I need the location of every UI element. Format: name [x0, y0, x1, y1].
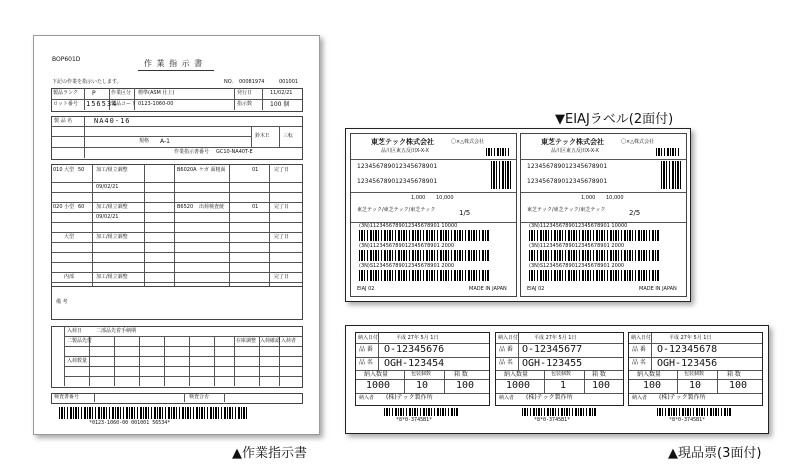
eiaj2-made: MADE IN JAPAN: [639, 286, 677, 292]
proc4-work: 加工/組立調整: [96, 274, 128, 280]
eiaj1-made: MADE IN JAPAN: [469, 286, 507, 292]
spec-value: A-1: [160, 138, 170, 145]
eiaj1-qty: 1,000: [411, 195, 426, 201]
spec-label: 規格: [139, 138, 150, 144]
genpin3-name: OGH-123456: [657, 358, 718, 369]
eiaj2-addr: 品川区東五反田X-X-X: [551, 148, 599, 154]
proc3-work: 加工/組立調整: [96, 234, 128, 240]
eiaj2-bar3-text: (3N)S123456789012345678901 2000: [529, 263, 625, 269]
eiaj1-bar1: [359, 230, 489, 241]
row1-label: 製品ランク: [53, 90, 78, 96]
genpin3-barcode-text: *8*0-3745B1*: [669, 417, 706, 423]
proc1-end: 完了日: [274, 167, 290, 173]
eiaj2-bar2-text: (3N)1123456789012345678901 2000: [529, 243, 625, 249]
eiaj1-company: 東芝テック株式会社: [371, 138, 434, 146]
eiaj1-foot: EIAJ 02: [357, 286, 375, 292]
notes-label: 備 考: [56, 299, 68, 305]
genpin2-name-label: 品 名: [499, 359, 513, 366]
receipt-date-label: 入荷日: [67, 328, 83, 334]
product-code: 0123-1060-00: [138, 101, 174, 107]
eiaj2-part2: 123456789012345678901: [527, 178, 608, 185]
genpin2-date-label: 納入日付: [498, 335, 519, 341]
genpin2-maker-label: 納入者: [499, 395, 515, 401]
drawing-label: 作業指示書番号: [174, 149, 210, 155]
genpin3-col2: 包装個数: [684, 371, 705, 377]
inspection-row: [51, 393, 303, 404]
proc1-machine: B6020A: [177, 167, 197, 173]
proc1-desc: ケガ 面粗面: [199, 167, 226, 173]
genpin2-barcode-text: *8*0-3745B1*: [534, 417, 571, 423]
genpin2-code: O-12345677: [522, 344, 583, 355]
eiaj2-bar3: [529, 270, 659, 281]
eiaj1-bar2: [359, 250, 489, 261]
genpin1-col1: 納入数量: [364, 371, 389, 378]
genpin3-v1: 100: [643, 380, 662, 391]
turn-label: 三転: [283, 133, 294, 139]
proc1-name: 大型: [64, 167, 75, 173]
genpin3-col1: 納入数量: [637, 371, 662, 378]
genpin3-v3: 100: [729, 380, 748, 391]
receipt-qty-label: 入荷数量: [67, 358, 88, 364]
issue-date: 11/02/21: [270, 90, 293, 96]
eiaj1-bar3-text: (3N)S123456789012345678901 2000: [359, 263, 455, 269]
genpin2-v3: 100: [592, 380, 611, 391]
proc4-name: 内部: [64, 274, 75, 280]
genpin1-v2: 10: [416, 380, 429, 391]
qty-label: 指示数: [237, 101, 253, 107]
doc-no-label: NO.: [224, 79, 234, 85]
eiaj2-bar1: [529, 230, 659, 241]
row1-class-label: 作業区分: [111, 90, 132, 96]
genpin2-v2: 1: [560, 380, 567, 391]
proc2-no: 020: [53, 204, 63, 210]
eiaj1-bar3: [359, 270, 489, 281]
inspection-no-label: 検査書番号: [54, 394, 80, 400]
proc1-count: 50: [78, 167, 85, 173]
proc2-shift: 01: [252, 204, 259, 210]
genpin1-date: 平成 27年 5月 1日: [396, 335, 439, 341]
eiaj2-ship: 東芝テック/東芝テック/東芝テック: [527, 207, 606, 213]
work-order-caption: ▲作業指示書: [232, 446, 307, 461]
eiaj1-small-barcode: [486, 148, 511, 156]
genpin-label-1: [355, 332, 490, 423]
issue-date-label: 発行日: [237, 90, 253, 96]
eiaj2-dest: 〇×△株式会社: [621, 139, 655, 145]
doc-no: 00081974: [239, 79, 265, 85]
work-order-barcode-text: *0123-1060-00 001001 56534*: [89, 420, 171, 426]
inspection-result-label: 検査合否: [189, 394, 210, 400]
customer: 鈴木Ｅ: [255, 133, 271, 139]
genpin2-date: 平成 27年 5月 1日: [534, 335, 577, 341]
proc1-shift: 01: [252, 167, 259, 173]
receipt-product-label: 二製品先付: [67, 338, 93, 344]
receiver-label: 入荷者: [281, 338, 297, 344]
genpin3-barcode: [657, 408, 732, 416]
proc2-start: 09/02/21: [96, 214, 119, 220]
genpin2-col1: 納入数量: [504, 371, 529, 378]
proc1-work: 加工/組立調整: [96, 167, 128, 173]
proc2-work: 加工/組立調整: [96, 204, 128, 210]
eiaj1-ship: 東芝テック/東芝テック/東芝テック: [357, 207, 436, 213]
proc3-name: 大型: [64, 234, 75, 240]
eiaj2-small-barcode: [656, 148, 681, 156]
work-order-sheet: [33, 35, 320, 435]
genpin1-barcode: [384, 408, 459, 416]
product-name-label: 製 品 名: [54, 118, 73, 124]
genpin3-code: O-12345678: [657, 344, 718, 355]
eiaj-label-2: [520, 133, 687, 297]
eiaj-label-1: [350, 133, 517, 297]
eiaj1-addr: 品川区東五反田X-X-X: [381, 148, 429, 154]
work-order-title: 作 業 指 示 書: [144, 59, 204, 68]
genpin1-date-label: 納入日付: [358, 335, 379, 341]
genpin-label-3: [628, 332, 763, 423]
genpin3-name-label: 品 名: [632, 359, 646, 366]
form-code: BOP601D: [52, 56, 81, 63]
genpin2-v1: 1000: [506, 380, 531, 391]
genpin-label-2: [495, 332, 624, 423]
genpin1-col3: 箱 数: [454, 371, 468, 378]
proc1-no: 010: [53, 167, 63, 173]
eiaj2-page: 2/5: [629, 209, 641, 217]
genpin-caption: ▲現品票(3面付): [668, 446, 762, 461]
genpin1-name: OGH-123454: [384, 358, 445, 369]
eiaj1-page: 1/5: [459, 209, 471, 217]
genpin2-name: OGH-123455: [522, 358, 583, 369]
genpin1-v1: 1000: [366, 380, 391, 391]
stock-adjust-label: 在庫調整: [236, 338, 257, 344]
eiaj2-total: 10,000: [606, 195, 624, 201]
eiaj2-qty: 1,000: [581, 195, 596, 201]
lot-label: ロット番号: [53, 101, 78, 107]
eiaj2-bar1-text: (3N)1123456789012345678901 10000: [529, 223, 628, 229]
product-name: NA40-16: [94, 117, 131, 125]
eiaj2-part: 123456789012345678901: [527, 163, 608, 170]
genpin3-code-label: 品 番: [632, 346, 646, 353]
eiaj2-company: 東芝テック株式会社: [541, 138, 604, 146]
genpin3-maker-label: 納入者: [632, 395, 648, 401]
genpin2-col2: 包装個数: [551, 371, 572, 377]
proc2-count: 60: [78, 204, 85, 210]
eiaj1-total: 10,000: [436, 195, 454, 201]
work-order-barcode: [59, 407, 249, 419]
genpin1-maker-label: 納入者: [359, 395, 375, 401]
genpin2-code-label: 品 番: [499, 346, 513, 353]
genpin1-maker: (株)テック製作所: [386, 394, 433, 401]
genpin2-maker: (株)テック製作所: [526, 394, 573, 401]
notes-box: [51, 286, 303, 320]
proc2-name: 小型: [64, 204, 75, 210]
genpin2-col3: 箱 数: [592, 371, 606, 378]
receipt-due-label: 二部品先着手納期: [96, 328, 137, 334]
eiaj1-part: 123456789012345678901: [357, 163, 438, 170]
genpin1-code-label: 品 番: [359, 346, 373, 353]
genpin1-barcode-text: *8*0-3745B1*: [396, 417, 433, 423]
row1-rank: P: [92, 90, 96, 97]
receipt-confirm-label: 入荷確認: [260, 338, 281, 344]
drawing-no: GC10-NA40T-E: [216, 149, 253, 155]
eiaj1-bar2-text: (3N)1123456789012345678901 2000: [359, 243, 455, 249]
genpin1-name-label: 品 名: [359, 359, 373, 366]
genpin3-date: 平成 27年 5月 1日: [669, 335, 712, 341]
eiaj2-bar2: [529, 250, 659, 261]
eiaj1-bar1-text: (3N)1123456789012345678901 10000: [359, 223, 458, 229]
product-code-label: 製品コード: [111, 101, 137, 107]
proc2-desc: 出荷検査焼: [199, 204, 225, 210]
eiaj1-part2: 123456789012345678901: [357, 178, 438, 185]
row1-class: 標準(ASM 仕上): [138, 90, 175, 96]
qty-value: 100 個: [270, 101, 290, 108]
eiaj1-qr-placeholder: [491, 161, 511, 189]
proc4-end: 完了日: [274, 274, 290, 280]
genpin1-v3: 100: [456, 380, 475, 391]
instruction-text: 下記の作業を指示いたします。: [52, 79, 122, 85]
eiaj1-dest: 〇×△株式会社: [451, 139, 485, 145]
proc3-end: 完了日: [274, 234, 290, 240]
genpin2-barcode: [522, 408, 597, 416]
doc-seq: 001001: [279, 79, 299, 85]
genpin3-v2: 10: [689, 380, 702, 391]
genpin3-maker: (株)テック製作所: [659, 394, 706, 401]
proc2-end: 完了日: [274, 204, 290, 210]
genpin1-code: O-12345676: [384, 344, 445, 355]
genpin3-date-label: 納入日付: [631, 335, 652, 341]
genpin3-col3: 箱 数: [727, 371, 741, 378]
eiaj2-qr-placeholder: [661, 161, 681, 189]
lot-number: 156534: [86, 100, 118, 108]
eiaj2-foot: EIAJ 02: [527, 286, 545, 292]
eiaj-caption: ▼EIAJラベル(2面付): [555, 112, 674, 127]
genpin1-col2: 包装個数: [411, 371, 432, 377]
proc1-start: 09/02/21: [96, 184, 119, 190]
proc2-machine: B6520: [177, 204, 194, 210]
